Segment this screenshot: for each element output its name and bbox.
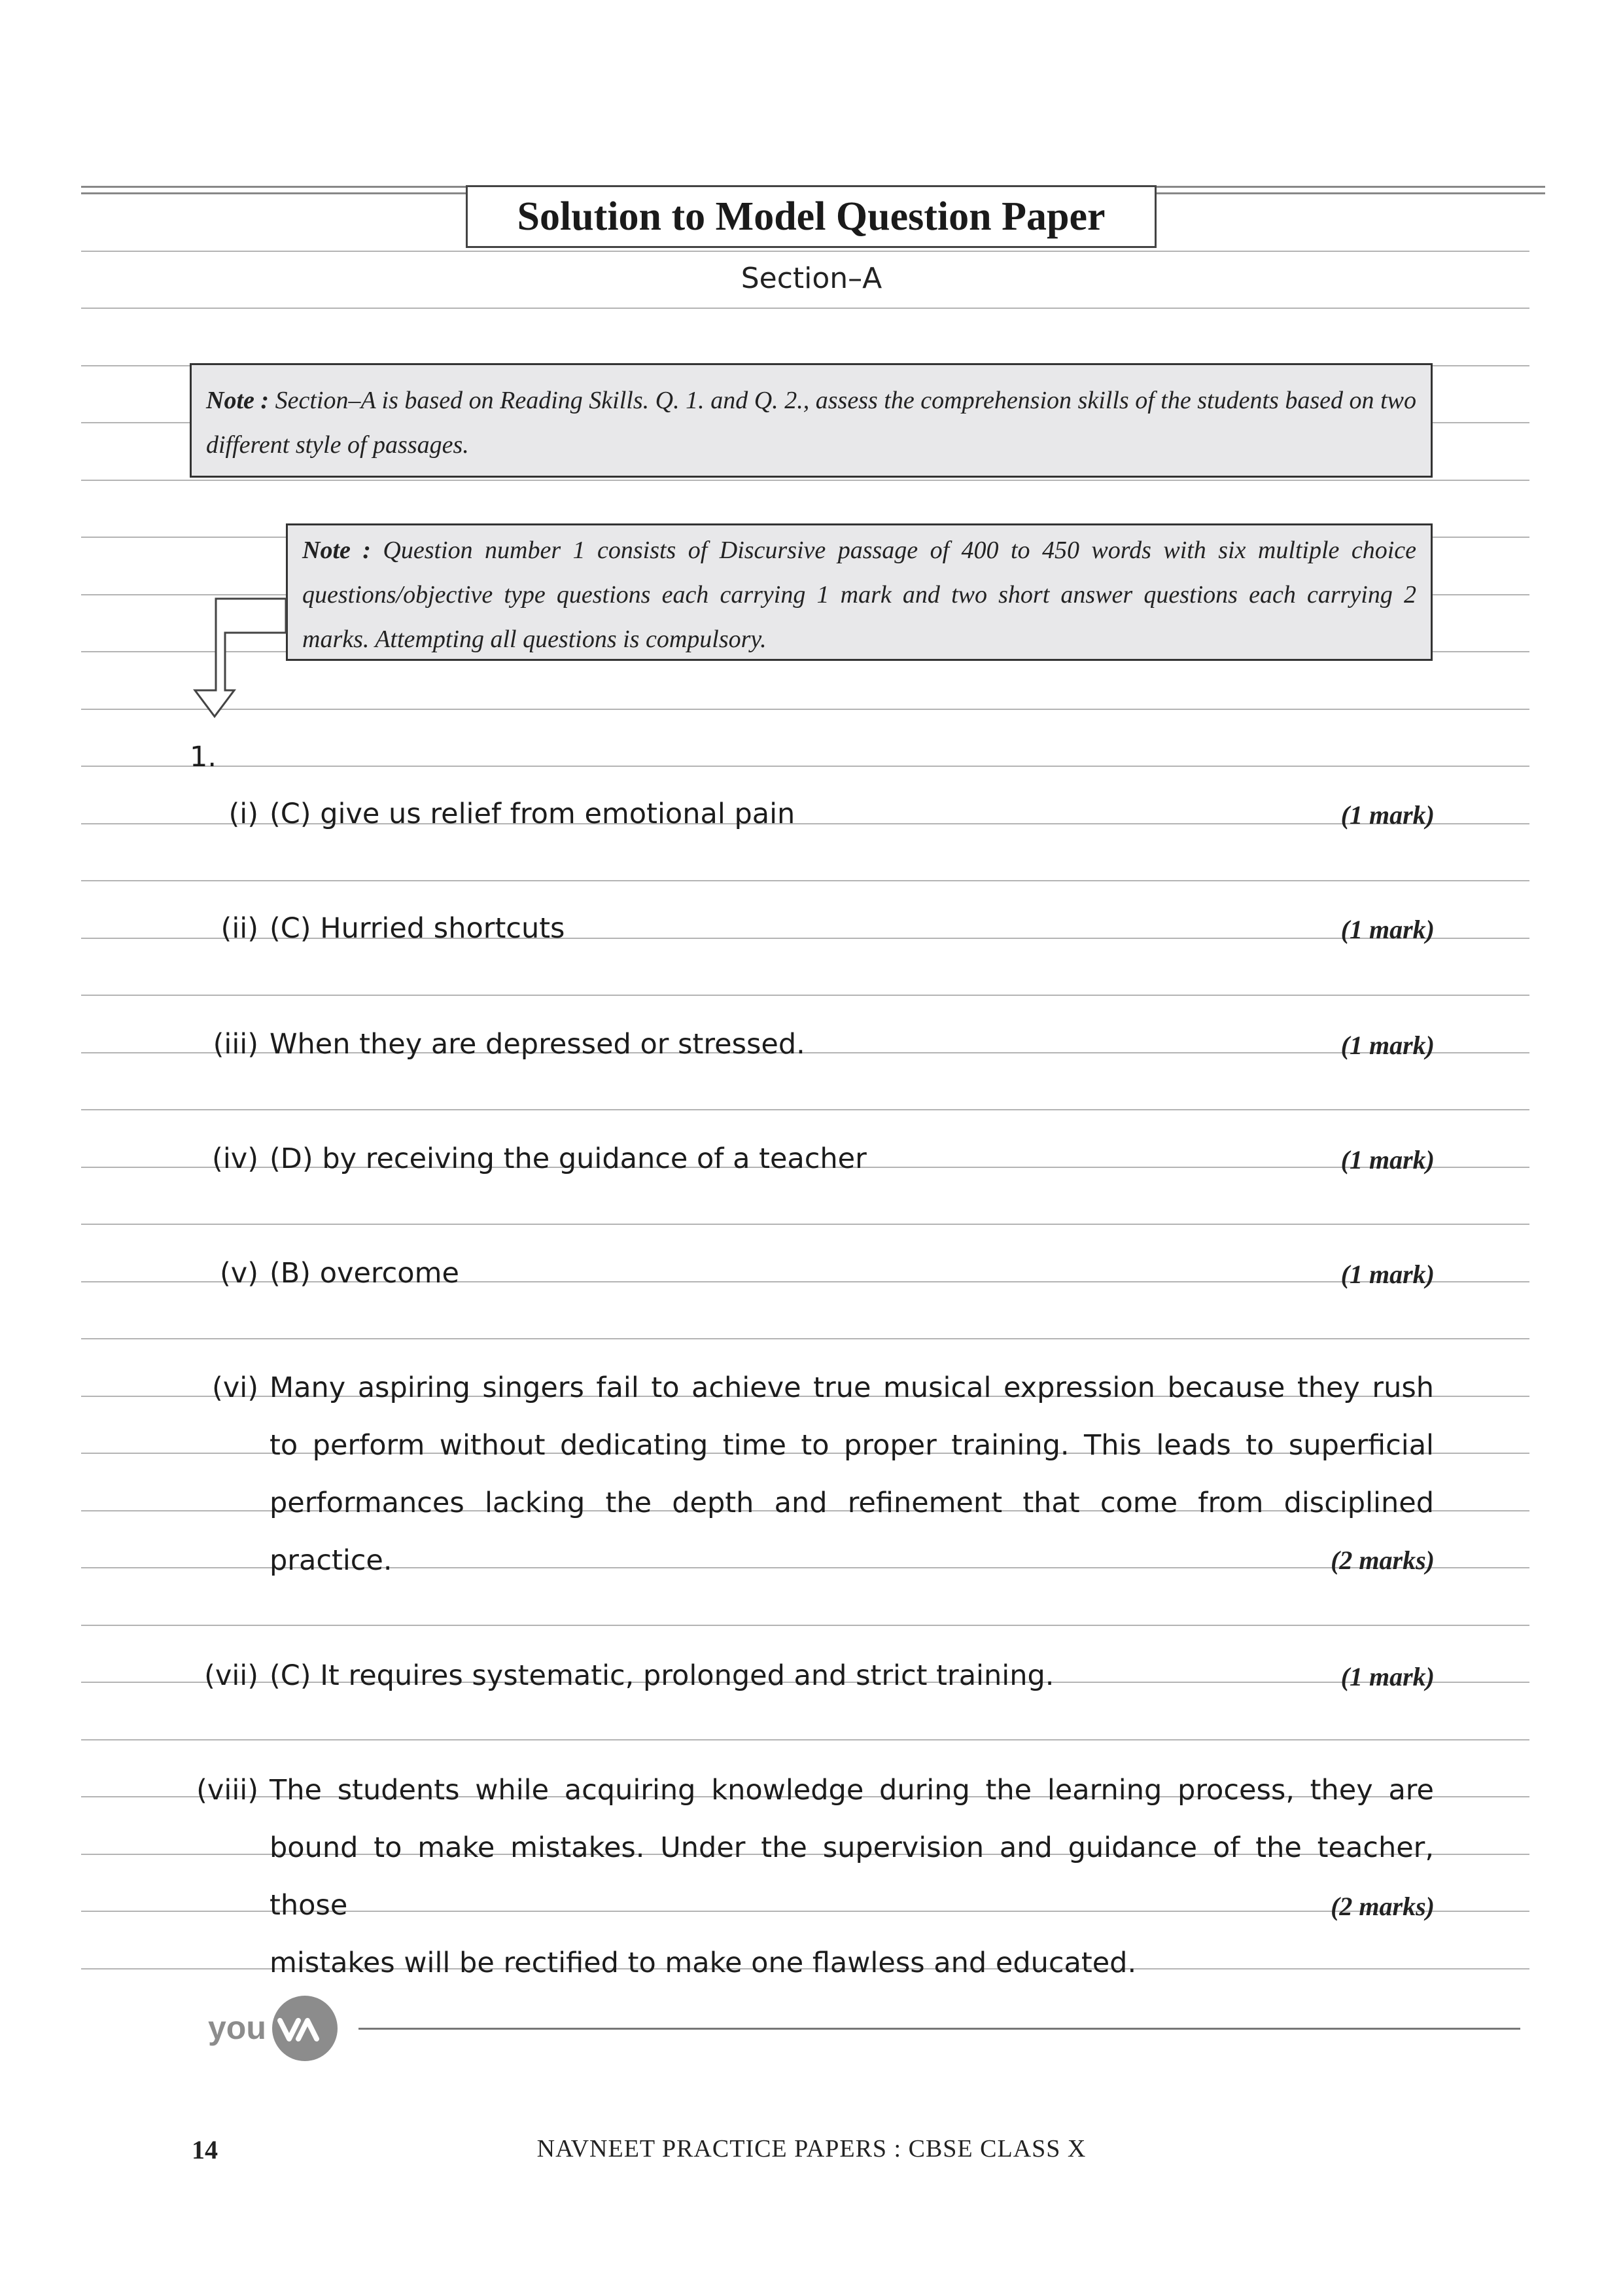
answer-number: (i) (228, 798, 258, 830)
marks-label: (1 mark) (1340, 1145, 1435, 1174)
answer-line: to perform without dedicating time to proper training. This leads to superficial (270, 1429, 1434, 1462)
marks-label: (1 mark) (1340, 800, 1435, 830)
section-heading: Section–A (741, 262, 882, 295)
page-number: 14 (192, 2135, 218, 2164)
answer-number: (iii) (213, 1028, 258, 1061)
answer-text: (B) overcome (270, 1257, 459, 1290)
answer-number: (vi) (212, 1371, 258, 1404)
marks-label: (1 mark) (1340, 915, 1435, 944)
note-label: Note : (206, 387, 270, 414)
note-text: Question number 1 consists of Discursive passage of 400 to 450 words with six multiple choice questions/objective type questions each carrying 1 mark and two short answer questions each carrying 2 marks. Attempting all questions is compulsory. (302, 537, 1416, 653)
note-label: Note : (302, 537, 371, 564)
answer-line: bound to make mistakes. Under the supervision and guidance of the teacher, those (270, 1831, 1434, 1922)
down-arrow-icon (183, 592, 301, 723)
ruled-line (81, 995, 1529, 996)
publication-title: NAVNEET PRACTICE PAPERS : CBSE CLASS X (536, 2135, 1087, 2163)
answer-number: (v) (220, 1257, 258, 1290)
ruled-line (81, 766, 1529, 767)
marks-label: (2 marks) (1331, 1892, 1435, 1921)
logo-text: you (208, 2009, 266, 2046)
footer-rule (358, 2028, 1520, 2030)
ruled-line (81, 1224, 1529, 1225)
marks-label: (1 mark) (1340, 1031, 1435, 1060)
note-box-reading-skills (190, 363, 1433, 478)
answer-number: (viii) (196, 1774, 258, 1807)
ruled-line (81, 480, 1529, 481)
page-title: Solution to Model Question Paper (466, 185, 1157, 248)
answer-line: performances lacking the depth and refinement that come from disciplined practice. (270, 1487, 1434, 1577)
answer-line: The students while acquiring knowledge during the learning process, they are (270, 1774, 1434, 1807)
ruled-line (81, 1739, 1529, 1740)
ruled-line (81, 251, 1529, 252)
answer-text: When they are depressed or stressed. (270, 1028, 805, 1061)
note-box-question-1 (286, 523, 1433, 661)
answer-paragraph (270, 1761, 1434, 1992)
ruled-line (81, 308, 1529, 309)
answer-number: (vii) (204, 1659, 258, 1692)
youva-logo (207, 1989, 338, 2068)
answer-number: (ii) (220, 912, 258, 945)
ruled-line (81, 1625, 1529, 1626)
answer-text: (D) by receiving the guidance of a teacher (270, 1142, 867, 1175)
ruled-line (81, 880, 1529, 881)
answer-number: (iv) (212, 1142, 258, 1175)
answer-text: (C) Hurried shortcuts (270, 912, 565, 945)
answer-paragraph (270, 1359, 1434, 1589)
answer-text: (C) give us relief from emotional pain (270, 798, 795, 830)
answer-line: mistakes will be rectified to make one flawless and educated. (270, 1947, 1137, 1979)
answer-line: Many aspiring singers fail to achieve true musical expression because they rush (270, 1371, 1434, 1404)
marks-label: (1 mark) (1340, 1662, 1435, 1691)
answer-text: (C) It requires systematic, prolonged and strict training. (270, 1659, 1055, 1692)
ruled-line (81, 1109, 1529, 1110)
ruled-line (81, 1338, 1529, 1339)
note-text: Section–A is based on Reading Skills. Q. 1. and Q. 2., assess the comprehension skills of the students based on two different style of passages. (206, 387, 1417, 459)
marks-label: (2 marks) (1331, 1545, 1435, 1575)
question-number: 1. (190, 741, 217, 773)
marks-label: (1 mark) (1340, 1260, 1435, 1289)
